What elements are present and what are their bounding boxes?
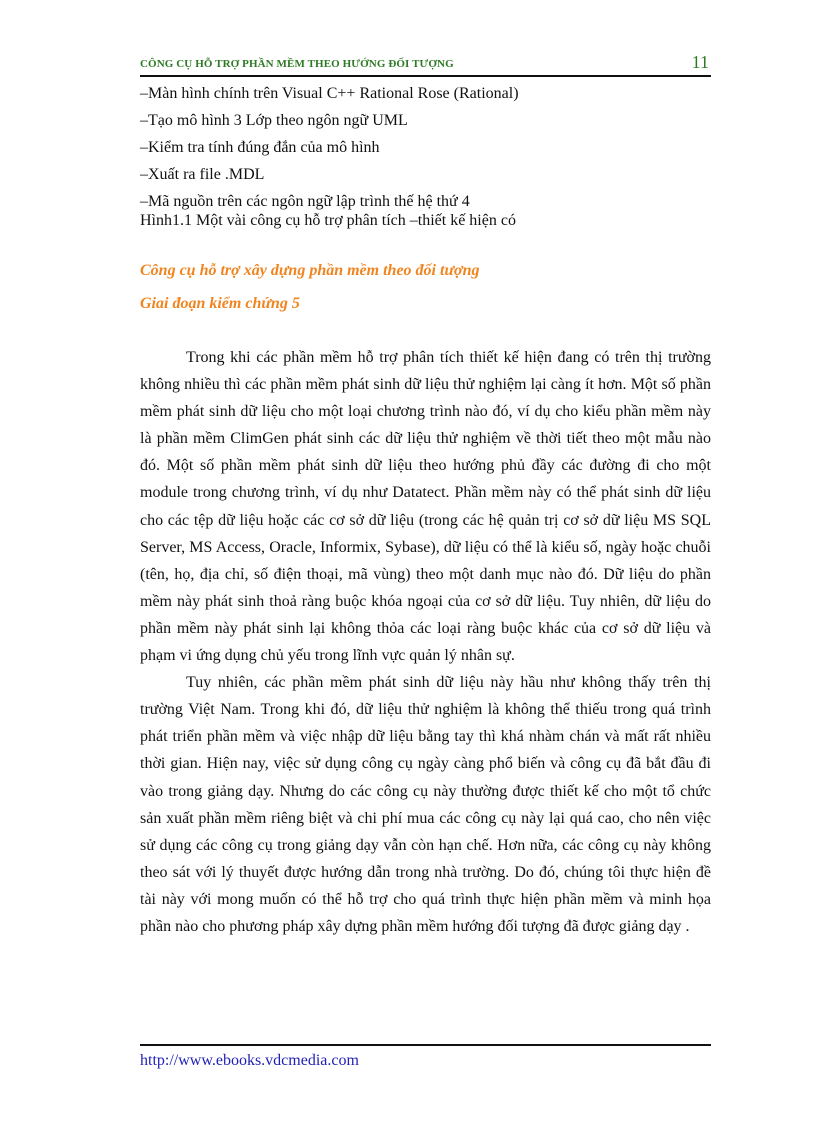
section-subheading: Giai đoạn kiểm chứng 5 <box>140 295 300 312</box>
figure-caption: Hình1.1 Một vài công cụ hỗ trợ phân tích –thiết kế hiện có <box>140 212 516 229</box>
page-number: 11 <box>691 52 709 72</box>
list-item: –Tạo mô hình 3 Lớp theo ngôn ngữ UML <box>140 112 408 129</box>
page-header <box>140 52 711 76</box>
tool-feature-list <box>140 80 711 215</box>
list-item: –Xuất ra file .MDL <box>140 166 265 183</box>
list-item: –Màn hình chính trên Visual C++ Rational Rose (Rational) <box>140 85 519 102</box>
body-text <box>140 344 711 940</box>
footer-website-link[interactable]: http://www.ebooks.vdcmedia.com <box>140 1052 359 1069</box>
footer-divider <box>140 1044 711 1046</box>
running-header-title: CÔNG CỤ HỖ TRỢ PHẦN MỀM THEO HƯỚNG ĐỐI TƯỢNG <box>140 58 454 70</box>
paragraph: Tuy nhiên, các phần mềm phát sinh dữ liệu này hầu như không thấy trên thị trường Việt Nam. Trong khi đó, dữ liệu thử nghiệm là không thể thiếu trong quá trình phát triển phần mềm và việc nhập dữ liệu bằng tay thì khá nhàm chán và mất rất nhiều thời gian. Hiện nay, việc sử dụng công cụ ngày càng phổ biến và công cụ đã bắt đầu đi vào trong giảng dạy. Nhưng do các công cụ này thường được thiết kế cho một tổ chức sản xuất phần mềm riêng biệt và chi phí mua các công cụ này lại quá cao, cho nên việc sử dụng các công cụ trong giảng dạy vẫn còn hạn chế. Hơn nữa, các công cụ này không theo sát với lý thuyết được hướng dẫn trong nhà trường. Do đó, chúng tôi thực hiện đề tài này với mong muốn có thể hỗ trợ cho quá trình thực hiện phần mềm và minh họa phần nào cho phương pháp xây dựng phần mềm hướng đối tượng đã được giảng dạy . <box>140 674 711 935</box>
section-heading: Công cụ hỗ trợ xây dựng phần mềm theo đối tượng <box>140 262 480 279</box>
list-item: –Mã nguồn trên các ngôn ngữ lập trình thế hệ thứ 4 <box>140 193 470 210</box>
paragraph: Trong khi các phần mềm hỗ trợ phân tích thiết kế hiện đang có trên thị trường không nhiều thì các phần mềm phát sinh dữ liệu thử nghiệm lại càng ít hơn. Một số phần mềm phát sinh dữ liệu cho một loại chương trình nào đó, ví dụ cho kiểu phần mềm này là phần mềm ClimGen phát sinh các dữ liệu thử nghiệm về thời tiết theo một mẫu nào đó. Một số phần mềm phát sinh dữ liệu theo hướng phủ đầy các đường đi cho một module trong chương trình, ví dụ như Datatect. Phần mềm này có thể phát sinh dữ liệu cho các tệp dữ liệu hoặc các cơ sở dữ liệu (trong các hệ quản trị cơ sở dữ liệu MS SQL Server, MS Access, Oracle, Informix, Sybase), dữ liệu có thể là kiểu số, ngày hoặc chuỗi (tên, họ, địa chỉ, số điện thoại, mã vùng) theo một danh mục nào đó. Dữ liệu do phần mềm này phát sinh thoả ràng buộc khóa ngoại của cơ sở dữ liệu. Tuy nhiên, dữ liệu do phần mềm này phát sinh lại không thỏa các loại ràng buộc khác của cơ sở dữ liệu và phạm vi ứng dụng chủ yếu trong lĩnh vực quản lý nhân sự. <box>140 349 711 665</box>
header-divider <box>140 75 711 77</box>
list-item: –Kiểm tra tính đúng đắn của mô hình <box>140 139 380 156</box>
